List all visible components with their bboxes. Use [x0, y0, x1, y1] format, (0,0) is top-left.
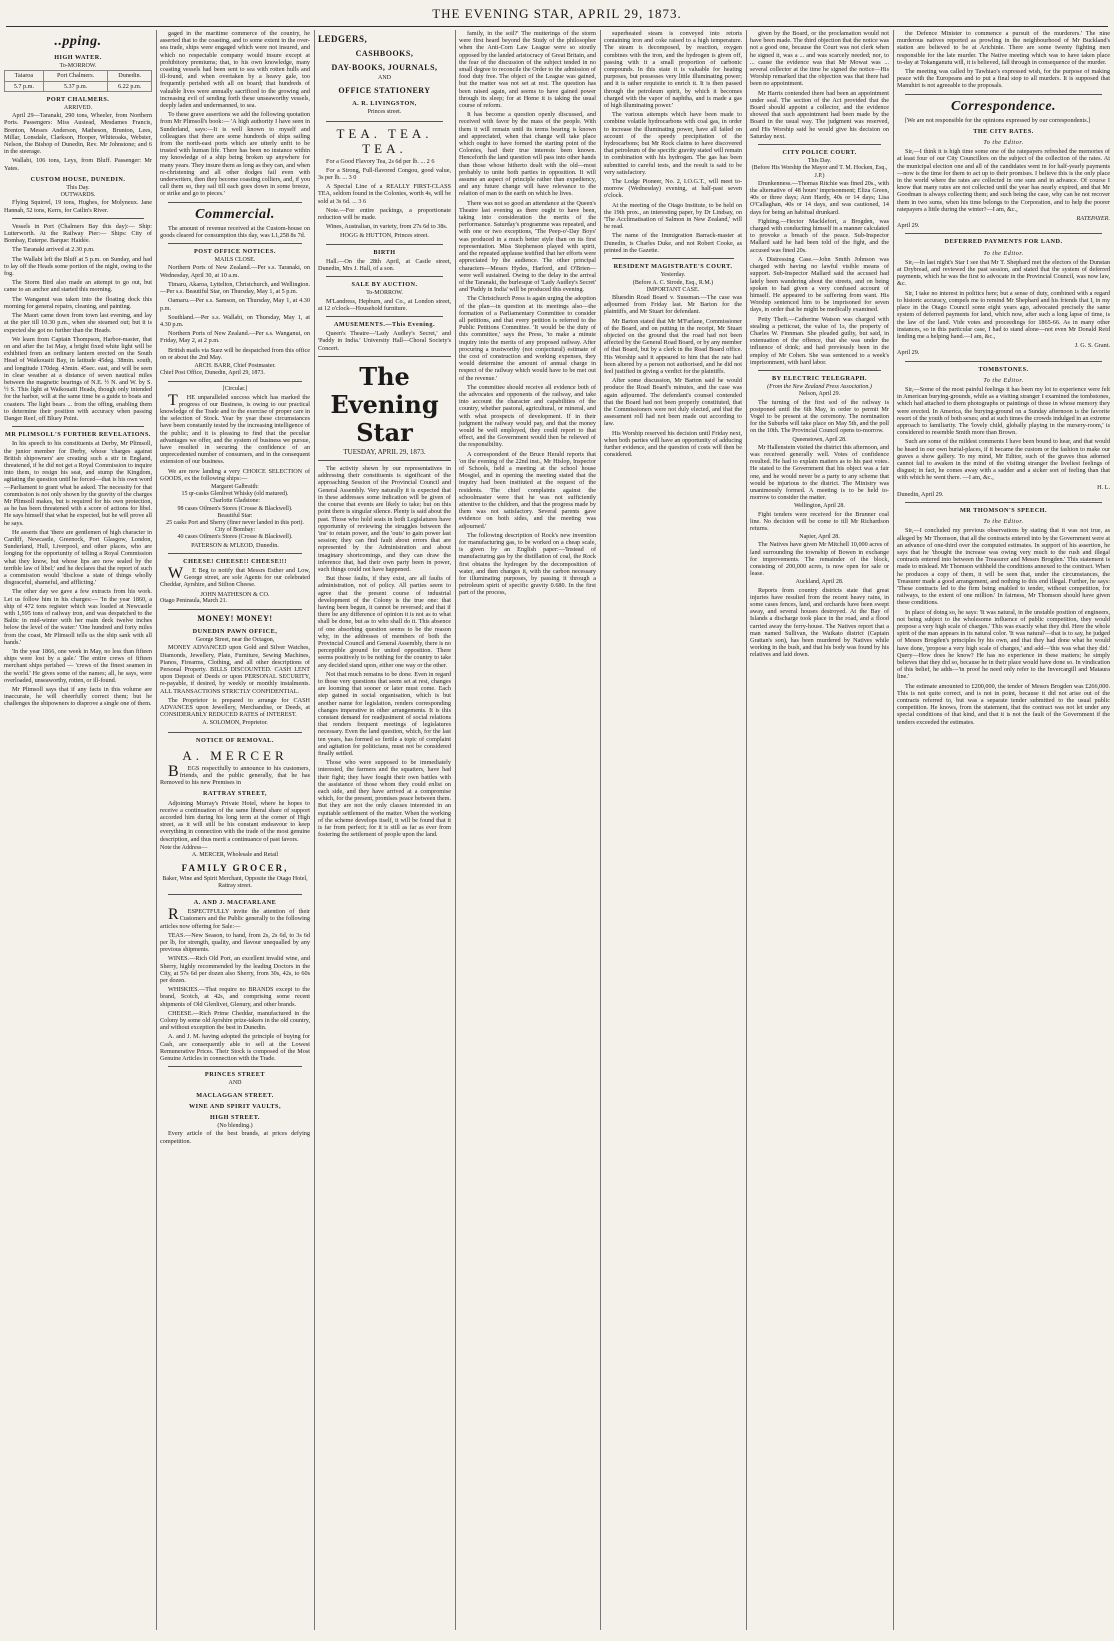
letter-paragraph: Sir,—I concluded my previous observations by stating that it was not true, as alleged by Mr Thomson, that all the contracts entered into by the Government were at an advance of one-third over the computed estimates. In support of his assertion, he says that he 'thought the increase was owing very much to the rush and illegal contracts entered into between the Treasurer and Messrs Brogden.' This statement is made to mislead. Mr Thomson withheld the conditions annexed to the contract. When he produces a copy of them, it will be seen that, under the circumstances, the Treasurer made a good arrangement, and nothing to this end illegal. Further, he says: 'These contracts led to the firm being enabled to tender, without competition, for railways, to the extent of one million.' In fairness, Mr Thomson should have given these conditions.: [897, 527, 1110, 607]
plimsoll-continued: gaged in the maritime commerce of the country, he asserted that to the coasting, and to some extent in the over-sea trade, ships were engaged which were not insured, and which no respectable company would insure except at prohibitory premiums; that, to his own knowledge, many coasting vessels had been sent to sea with rotten hulls and ill-found, and when overtaken by a heavy gale, too frequently perished with all on board; that hundreds of valuable lives were annually sacrificed to the growing and increasing evil of sending forth these unseaworthy vessels, deeply laden and undermanned, to sea.: [160, 30, 310, 110]
divider: [168, 894, 302, 895]
removal-heading: NOTICE OF REMOVAL.: [196, 736, 274, 744]
plimsoll-paragraph: He asserts that 'there are gentlemen of high character in Cardiff, Newcastle, Greenock, Port Glasgow, London, Sunderland, Hull, Liverpool, and other places, who are longing for the opportunity of telling a Royal Commission what they know, but whose lips are now sealed by the terrible law of libel;' and he declares that the report of such a commission would 'disclose a state of things wholly disgraceful, shameful, and afflicting.': [4, 528, 152, 587]
post-office-place: Chief Post Office, Dunedin, April 29, 1873.: [160, 370, 265, 377]
tide-heading: HIGH WATER.: [54, 54, 102, 61]
shipping-paragraph: The Taranaki arrived at 2.30 p.m.: [12, 246, 95, 254]
column-4: [459, 30, 596, 1630]
shipping-paragraph: We learn from Captain Thompson, Harbor-master, that on and after the 1st May, a bright fixed white light will be exhibited from an ordinary lantern erected on the South Head of Waikouaiti Bay, in latitude 45deg. 38min. south, and longitude 170deg. 43min. 45sec. east, and will be seen in clear weather at a distance of seven nautical miles between the magnetic bearings of N.E. ½ N. and W. by S. ½ S. This light at Waikouaiti Heads, though only intended for the harbor, will at the same time be a guide to boats and coasters. The light bears ... from the offing, enabling them to determine their position with accuracy when passing Danger Reef, off Bluey Point.: [4, 335, 152, 422]
plimsoll-heading: MR PLIMSOLL'S FURTHER REVELATIONS.: [5, 431, 151, 439]
letter-date: April 29.: [897, 349, 920, 357]
masthead-rule: [6, 26, 1108, 27]
cheese-place: Otago Peninsula, March 21.: [160, 597, 228, 604]
column-rule: [455, 30, 456, 1630]
telegraph-heading: BY ELECTRIC TELEGRAPH.: [771, 374, 868, 382]
divider: [326, 121, 443, 122]
telegraph-dateline: Napier, April 28.: [799, 534, 840, 541]
rm-paragraph: Mr Barton stated that Mr M'Farlane, Commissioner of the Board, and on putting in the receipt, Mr Stuart objected on the ground that the road had not been affected by the General Road Board, or by any member of that Board, but by a clerk in the Road Board office. His Worship said it appeared to him that the rate had been altered by a person not authorised, and he did not feel justified in giving a verdict for the plaintiffs.: [604, 317, 742, 375]
shipping-paragraph: Vessels in Port (Chalmers Bay this day):— Ship: Lutterworth. At the Railway Pier:— Ships: City of Bombay, Euterpe. Barque: Haidée.: [4, 222, 152, 245]
divider: [905, 361, 1102, 362]
letter-signature: J. G. S. Grant.: [1074, 342, 1110, 350]
shipping-paragraph: The Maori came down from town last evening, and lay at the pier till 10.30 p.m., when she steamed out; but it is expected she got no further than the Heads.: [4, 312, 152, 334]
telegraph-text: Mr Hallenstein visited the district this afternoon, and was received generally well. Votes of confidence resulted. He had to explain matters as to his past votes. He stated to the Government that his object was a fair one, and he would never be a party to any scheme that would be injurious to the district. The Ministry was unanimously formed. A meeting is to be held to-morrow to consider the matter.: [750, 443, 889, 502]
resident-magistrate-heading: RESIDENT MAGISTRATE'S COURT.: [613, 263, 733, 271]
plimsoll-paragraph: Mr Plimsoll says that if any facts in this volume are inaccurate, he will cheerfully correct them; but he challenges the shipowners to disprove a single one of them.: [4, 686, 152, 708]
cheese-signature: JOHN MATHESON & CO.: [200, 590, 270, 598]
city-before: (Before His Worship the Mayor and T. M. Hocken, Esq., J.P.): [751, 165, 888, 179]
telegraph-text: The Natives have given Mr Mitchell 10,000 acres of land surrounding the township of Bowen in exchange for improvements. The remainder of the block, consisting of 200,000 acres, is now open for sale or lease.: [750, 541, 889, 578]
macfarlane-item: CHEESE.—Rich Prime Cheddar, manufactured in the Colony by some old Ayrshire prize-takers in the old country, and without exception the best in Dunedin.: [160, 1009, 310, 1032]
mercer-note: Note the Address—: [160, 844, 208, 851]
mercer-signature: A. MERCER, Wholesale and Retail: [191, 852, 279, 859]
sale-heading: SALE BY AUCTION.: [351, 281, 418, 289]
macfarlane-text: RESPECTFULLY invite the attention of their Customers and the Public generally to the following articles now offering for Sale:—: [160, 906, 310, 930]
column-rule: [893, 30, 894, 1630]
sale-sub: To-MORROW.: [366, 290, 403, 297]
rm-paragraph: After some discussion, Mr Barton said he would produce the Road Board's minutes, and the case was again adjourned. The defendant's counsel contended that the Board had not been properly constituted, that the Commissioners were not duly elected, and that the assessment roll had not been made out according to law.: [604, 377, 742, 428]
letter-paragraph: In place of doing so, he says: 'It was natural, in the unstable position of engineers, not being subject to the wholesome influence of public competition, they would propose a very high scale of charges.' This was exactly what they did. Here the whole spirit of the man appears in its natural color. 'It was natural'—that is to say, he judged of Messrs Brogden's principles by his own, and that they had done what he would have done, 'propose a very high scale of charges,' and add—'this was what they did.' Query—How does he know? He has no experience in these matters; he simply believes that they did so, because he in their place would have done so. In vindication of this belief, he adds—'in proof he need only refer to the Invercargill and Mataura line.': [897, 608, 1110, 681]
letter-paragraph: Sir, I take no interest in politics here; but a sense of duty, combined with a regard to historic accuracy, compels me to remind Mr Shephard and his friends that I, in my place in the Otago Council some eight years ago, advocated precisely the same system of deferred payments for land, which now, after such a long lapse of time, is the law of the land. Vide votes and proceedings for 1865-66. As in many other instances, so in this particular case, I had to stand alone—not even Mr Donald Reid lending me a helping hand.—I am, &c.,: [897, 289, 1110, 340]
editorial-paragraph: But those faults, if they exist, are all faults of administration, not of policy. All parties seem to agree that the present course of industrial development of the Colony is the true one: that having been begun, it cannot be reversed; and that if there be any difference of opinion it is not as to what shall be done, but as to who shall do it. This absence of one absorbing question seems to be the reason why, in the addresses of members of both the Provincial Council and General Assembly, there is no perceptible ground for united opposition. There seems positively to be nothing for the country to take any decided stand upon, either one way or the other.: [318, 575, 451, 669]
letter-date: Dunedin, April 29.: [897, 490, 944, 498]
city-day: This Day.: [807, 158, 832, 165]
telegraph-continued: The meeting was called by Tawhiao's expressed wish, for the purpose of making peace with the Europeans and to put a final stop to all murders. It is supposed that Manuhiri is not agreeable to the proposals.: [897, 68, 1110, 90]
divider: [168, 609, 302, 610]
outwards-text: Flying Squirrel, 19 tons, Hughes, for Molyneux. Jane Hannah, 52 tons, Kerrs, for Catlin's River.: [4, 199, 152, 214]
macfarlane-item: WINES.—Rich Old Port, an excellent invalid wine, and Sherry, highly recommended by the leading Doctors in the City, at 57s 6d per dozen also Sherry, from 30s, 42s, to 60s per dozen.: [160, 955, 310, 984]
tide-col-header: Taiaroa: [5, 71, 44, 81]
circular-text: We are now landing a very CHOICE SELECTION of GOODS, ex the following ships:—: [160, 467, 310, 482]
birth-text: Hall.—On the 28th April, at Castle street, Dunedin, Mrs J. Hall, of a son.: [318, 257, 451, 273]
column-rule: [746, 30, 747, 1630]
telegraph-dateline: Wellington, April 28.: [794, 503, 845, 510]
divider: [168, 1066, 302, 1067]
deferred-payments-heading: DEFERRED PAYMENTS FOR LAND.: [944, 238, 1063, 246]
column-2: [160, 30, 310, 1630]
divider: [168, 553, 302, 554]
ledgers-line: CASHBOOKS,: [355, 49, 414, 58]
masthead: THE EVENING STAR, APRIL 29, 1873.: [432, 6, 682, 21]
arrived-label: ARRIVED.: [63, 105, 93, 112]
tide-value: 5.37 p.m.: [43, 81, 108, 91]
column-5: [604, 30, 742, 1630]
column-rule: [314, 30, 315, 1630]
ship-list-item: 98 cases Oilmen's Stores (Crosse & Blackwell).: [177, 505, 293, 512]
city-paragraph: Drunkenness.—Thomas Ritchie was fined 20s., with the alternative of 48 hours' imprisonment; Eliza Green, 40s or three days; Ann Hardy, 40s or 14 days; Lisa O'Callaghan, 40s or 14 days, and was cautioned, 14 days for being an habitual drunkard.: [750, 179, 889, 216]
column-1: [4, 30, 152, 1630]
commercial-heading: Commercial.: [195, 206, 275, 222]
news-paragraph: A correspondent of the Bruce Herald reports that 'on the evening of the 22nd inst., Mr Hislop, Inspector of Schools, held a meeting at the school house Mosgiel, and in opening the meeting stated that the inquiry had been instituted at the request of the residents. The chief complaints against the schoolmaster were that he was not sufficiently attentive to the children, and that the progress made by them was not satisfactory. Several parents gave evidence on both sides, and the meeting was adjourned.': [459, 450, 596, 530]
news-paragraph: At the meeting of the Otago Institute, to be held on the 19th prox., an interesting paper, by Dr Lindsay, on 'The Acclimatisation of Salmon in New Zealand,' will be read.: [604, 201, 742, 231]
sale-text: M'Landress, Hepburn, and Co., at London street, at 12 o'clock—Household furniture.: [318, 297, 451, 312]
mail-notice: British mails via Suez will be despatched from this office on or about the 2nd May.: [160, 346, 310, 361]
correspondence-heading: Correspondence.: [950, 98, 1057, 114]
ledgers-line: AND: [378, 75, 391, 81]
ship-list-item: Margaret Galbraith:: [211, 483, 259, 490]
letter-paragraph: Sir,—Some of the most painful feelings it has been my lot to experience were felt in American burying-grounds, while as a visiting stranger I examined the tombstones, which had attached to them photographs or paintings of those in whose memory they were erected. In America, the burying-ground on a Sunday afternoon is the favorite resort of the youth of both sexes; and at such times the crowds indulged in an extreme approach to familiarity. The 'lovely child, globally playing in the nursery-room,' is considered to resemble Smith more than Brown.: [897, 385, 1110, 437]
letter-paragraph: The estimate amounted to £200,000, the tender of Messrs Brogden was £266,000. This is not quite correct, and is not in point, because it did not arise out of the contracts referred to, but was a separate tender submitted to the usual public competition. He knows, from the statement, that the contract was not let under any special conditions of that kind, and that it is not the fault of the Government if the tenders exceeded the estimates.: [897, 682, 1110, 726]
news-paragraph: The various attempts which have been made to combine volatile hydrocarbons with coal gas, in order to increase the illuminating power, have all failed on account of the speedy precipitation of the hydrocarbons; but Mr Rock claims to have discovered that petroleum of the specific gravity stated will remain in combination with his hydrogen. The gas has been submitted to careful tests, and the result is said to be very satisfactory.: [604, 111, 742, 176]
column-7: [897, 30, 1110, 1630]
post-signature: ARCH. BARR, Chief Postmaster.: [194, 362, 276, 369]
column-3: [318, 30, 451, 1630]
mail-notice: Timaru, Akaroa, Lyttelton, Christchurch, and Wellington.—Per s.s. Beautiful Star, on Thursday, May 1, at 5 p.m.: [160, 280, 310, 296]
livingston-address: Princes street.: [367, 109, 402, 116]
wine-text: Every article of the best brands, at prices defying competition.: [160, 1130, 310, 1145]
arrived-text: Wallabi, 106 tons, Leys, from Bluff. Passenger: Mr Yates.: [4, 157, 152, 172]
mails-close-label: MAILS CLOSE.: [214, 257, 256, 264]
tea-line: For a Strong, Full-flavored Congou, good value, 3s per lb. ... 3 0: [318, 166, 451, 182]
divider: [12, 426, 144, 427]
ledgers-line: DAY-BOOKS, JOURNALS,: [331, 63, 438, 72]
mail-notice: Southland.—Per s.s. Wallabi, on Thursday, May 1, at 4.30 p.m.: [160, 313, 310, 328]
divider: [168, 243, 302, 244]
ship-list-item: City of Bombay:: [214, 527, 256, 534]
outwards-label: OUTWARDS.: [60, 192, 96, 199]
correspondence-note: [We are not responsible for the opinions expressed by our correspondents.]: [905, 116, 1091, 124]
rm-continued: given by the Board, or the proclamation would not have been made. The third objection that the notice was not a good one, because the Court was not clerk when he signed it, was a ... and was scarcely needed; nor, to ... cause the evidence was that Mr Mowat was ... several collector at the time he signed the notice—His Worship remarked that the objection was that there had been no appointment.: [750, 30, 889, 88]
family-grocer-sub: Baker, Wine and Spirit Merchant, Opposite the Otago Hotel, Rattray street.: [162, 875, 308, 889]
rattray-heading: RATTRAY STREET,: [203, 790, 267, 798]
news-paragraph: The Christchurch Press is again urging the adoption of the plan—in question at its meetings also—the formation of a Parliamentary Committee to consider all petitions, and that every petition is referred to the Public Petitions Committee. 'It would be the duty of this committee,' says the Press, 'to make a minute inquiry into the merits of any proposed railway. After procuring a trustworthy (not conjectural) estimate of the cost of construction and working expenses, they would determine the amount of annual charge in respect of the railway which would have to be met out of the revenue.': [459, 295, 596, 382]
tide-col-header: Port Chalmers.: [43, 71, 108, 81]
macfarlane-item: TEAS.—New Season, to hand, from 2s, 2s 6d, to 3s 6d per lb, for strength, quality, and flavour unequalled by any previous shipments.: [160, 931, 310, 954]
arrived-text: April 29—Taranaki, 290 tons, Wheeler, from Northern Ports. Passengers: Miss Austead, Mesdames Francis, Brenton, Messrs Anderson, Matheson, Brunton, Lees, Millar, Lonsdale, Clarkson, Hooper, Whiteoaks, Webster, Nelson, the Bishop of Dunedin, Rev. Mr Johnstone; and 6 in the steerage.: [4, 112, 152, 156]
editorial-date: TUESDAY, APRIL 29, 1873.: [343, 447, 426, 456]
telegraph-text: Reports from country districts state that great injuries have resulted from the recent heavy rains, in some cases fences, land, and orchards have been swept away, and several houses destroyed. At the Bay of Islands a discharge took place in the road, and a flood carried away the ferry-house. The Natives report that a man named Sullivan, the Waikato district (Captain Grattan's son), has been murdered by Natives while working in the bush, and that his body was found by his relatives and laid down.: [750, 586, 889, 659]
telegraph-continued: the Defence Minister to commence a pursuit of the murderers.' The nine murderous natives reported as prowling in the neighbourhood of Mr Buckland's station are believed to be at Arichinie. There are some twenty fighting men responsible for the late murder. The Native meeting which was to have taken place to-day at Tokanganutu will, it is believed, fall through in consequence of the murder.: [897, 30, 1110, 66]
thomson-speech-heading: MR THOMSON'S SPEECH.: [959, 506, 1048, 514]
rm-case-label: IMPORTANT CASE.: [646, 286, 700, 293]
pawn-text: The Proprietor is prepared to arrange for CASH ADVANCES upon Jewellery, Merchandise, or Deeds, at CONSIDERABLY REDUCED RATES of INTEREST.: [160, 696, 310, 719]
pawn-text: MONEY ADVANCED upon Gold and Silver Watches, Diamonds, Jewellery, Plate, Furniture, Sewing Machines, Pianos, Firearms, Clothing, and all other descriptions of Personal Property. BILLS DISCOUNTED. CASH LENT upon Deposit of Deeds or upon PERSONAL SECURITY, re-payable, if desired, by weekly or monthly instalments. ALL TRANSACTIONS STRICTLY CONFIDENTIAL.: [160, 644, 310, 695]
editorial-paragraph: Not that much remains to be done. Even in regard to those very questions that seem set at rest, changes are looming that sooner or later must come. Each step gained in social organisation, which is but another name for legislation, renders corresponding changes imperative in other arrangements. It is this constant demand for readjustment of social relations that renders frequent meetings of legislatures necessary. Even the land question, which, for the last ten years, has formed so fertile a topic of complaint and agitation for politicians, must not be considered finally settled.: [318, 670, 451, 757]
tea-line: Note.—For entire packings, a proportionate reduction will be made.: [318, 206, 451, 222]
tea-line: A Special Line of a REALLY FIRST-CLASS TEA, seldom found in the Colonies, worth 4s, will be sold at 3s 6d. ... 3 6: [318, 183, 451, 205]
divider: [758, 144, 881, 145]
editorial-continued: family, in the soil?' The mutterings of the storm were first heard beyond the Study of the philosopher when the Anti-Corn Law League were so stoutly opposed by the landed aristocracy of Great Britain, and the fear of the discussion of the subject tended in no small degree to reconcile the Order to the admission of food duty free. The object of the League was gained, but the matter was not set at rest. The question has been raised again, and seems to have gained power through its sleep; for at Home it is taking the usual course of reform.: [459, 30, 596, 110]
plimsoll-continued: To these grave assertions we add the following quotation from Mr Plimsoll's book:— 'A high authority I have seen in Sunderland, says:—It is well known to myself and colleagues that there are some hundreds of ships sailing from the north-east ports which are utterly unfit to be trusted with human life. There has been no instance within my knowledge of a ship being broken up anywhere for many years. They insure them as long as they can, and when re-christening and all other dodges fail even with underwriters, then they become coasting colliers, and, if you call them so, they sail till each goes down in some breeze, or strike and go to pieces.': [160, 111, 310, 198]
macfarlane-heading: A. AND J. MACFARLANE: [193, 898, 277, 906]
maclaggan-heading: MACLAGGAN STREET.: [196, 1091, 274, 1099]
news-paragraph: The following description of Rock's new invention for manufacturing gas, to be worked on a cheap scale, is given by an English paper:—'Instead of manufacturing gas by the distillation of coal, the Rock first obtains the hydrogen by the decomposition of water, and then changes it, with the carbon necessary for illuminating purposes, by passing it through a petroleum spirit of specific gravity 0.680. In the first part of the process,: [459, 531, 596, 597]
hogg-hutton-signature: HOGG & HUTTON, Princes street.: [340, 232, 429, 240]
high-street-heading: HIGH STREET.: [210, 1113, 260, 1121]
telegraph-dateline: Queenstown, April 28.: [792, 436, 847, 443]
and-label: AND: [228, 1080, 242, 1087]
tide-table: [4, 70, 152, 91]
to-editor-label: To the Editor.: [983, 518, 1024, 526]
city-police-heading: CITY POLICE COURT.: [782, 149, 857, 157]
tide-value: 6.22 p.m.: [108, 81, 152, 91]
divider: [905, 233, 1102, 234]
divider: [326, 276, 443, 277]
column-rule: [600, 30, 601, 1630]
divider: [758, 370, 881, 371]
rm-day: Yesterday.: [660, 272, 686, 279]
tea-heading: TEA. TEA. TEA.: [336, 125, 433, 156]
customs-heading: CUSTOM HOUSE, DUNEDIN.: [30, 175, 126, 183]
shipping-heading: ..pping.: [54, 34, 102, 49]
tide-col-header: Dunedin.: [108, 71, 152, 81]
divider: [168, 202, 302, 203]
macfarlane-text: A. and J. M. having adopted the principle of buying for Cash, are consequently able to sell at the Lowest Remunerative Prices. Their Stock is composed of the Most Genuine Articles in connection with the Trade.: [160, 1033, 310, 1062]
telegraph-text: The turning of the first sod of the railway is postponed until the 6th May, in order to permit Mr Vogel to be present at the ceremony. The nomination for the Suburbs will take place on May 5th, and the poll on the 10th. The Provincial Council opens to-morrow.: [750, 398, 889, 435]
ship-list-item: 25 casks Port and Sherry (finer never landed in this port).: [166, 519, 304, 526]
plimsoll-paragraph: The other day we gave a few extracts from his work. Let us follow him in his charges:— 'In the year 1860, a ship of 472 tons register which was loaded at Newcastle with 1,595 tons of railway iron, and was despatched to the Baltic in mid-winter with her main deck twelve inches below the level of the water:' 'One hundred and forty miles from the coast, Mr Plimsoll tells us the ship sank with all hands.': [4, 588, 152, 646]
paterson-signature: PATERSON & M'LEOD, Dunedin.: [191, 541, 279, 549]
customs-day: This Day.: [66, 185, 90, 192]
to-editor-label: To the Editor.: [983, 139, 1024, 147]
plimsoll-paragraph: In his speech to his constituents at Derby, Mr Plimsoll, the junior member for Derby, whose 'charges against British shipowners' are creating such a stir in England, threatened, if he did not get a Royal Commission to inquire into them, to resign his seat, and stump the Kingdom, agitating the question until he forced—that is his own word—Parliament to grant what he asked. The necessity for that commission is not only shown by the gravity of the charges Mr Plimsoll makes, but is required for his own protection, as he has been threatened with a score of actions for libel. He says himself that what he expected, but he will prove all he says.: [4, 440, 152, 527]
birth-heading: BIRTH: [373, 248, 396, 256]
divider: [326, 316, 443, 317]
circular-heading: [Circular.]: [222, 386, 248, 393]
tea-line: Wines, Australian, in variety, from 27s 6d to 38s.: [326, 223, 448, 231]
tide-sub: To-MORROW.: [59, 63, 97, 70]
letter-paragraph: Sir,—In last night's Star I see that Mr T. Shephard met the electors of the Dunstan at Drybread, and reviewed the past session, and stated that the system of deferred payments, which he was the first to advocate in the Provincial Council, was now law, &c.: [897, 258, 1110, 288]
column-rule: [156, 30, 157, 1630]
divider: [612, 258, 734, 259]
rm-paragraph: His Worship reserved his decision until Friday next, when both parties will have an opportunity of adducing further evidence, and the question of costs will then be considered.: [604, 429, 742, 459]
column-6: [750, 30, 889, 1630]
telegraph-source: (From the New Zealand Press Association.): [767, 384, 872, 391]
post-office-heading: POST OFFICE NOTICES.: [194, 248, 276, 256]
letter-paragraph: Such are some of the mildest comments I have been bound to hear, and that would be heard in our own burial-places, if it became the custom or the fashion to make our graves a show gallery. To my mind, Mr Editor, such of the graves thus adorned cannot fail to awaken in the mind of the visiting stranger the liveliest feelings of disgust; in fact, he comes away with a sadder and a sicker sort of feeling than that with which he went there. —I am, &c.,: [897, 438, 1110, 482]
mail-notice: Oamaru.—Per s.s. Samson, on Thursday, May 1, at 4.30 p.m.: [160, 297, 310, 312]
wine-vaults-heading: WINE AND SPIRIT VAULTS,: [188, 1102, 282, 1110]
amusements-heading: AMUSEMENTS.—This Evening.: [333, 321, 436, 329]
divider: [12, 218, 144, 219]
news-paragraph: The Lodge Pioneer, No. 2, I.O.G.T., will meet to-morrow (Wednesday) evening, at half-past seven o'clock.: [604, 178, 742, 200]
pawn-signature: A. SOLOMON, Proprietor.: [202, 720, 268, 727]
cheese-heading: CHEESE! CHEESE!! CHEESE!!!: [183, 557, 287, 565]
macfarlane-item: WHISKIES.—That require no BRANDS except to the brand, Scotch, at 42s, and comprising some recent shipments of Old Glenlivet, Glenury, and other brands.: [160, 986, 310, 1008]
divider: [168, 732, 302, 733]
port-heading: PORT CHALMERS.: [46, 95, 110, 103]
circular-text: THE unparalleled success which has marked the progress of our Business, is owing to our practical knowledge of the Trade and to the exercise of proper care in the selection of Stock. Year by year these circumstances have been constantly tested by the increasing intelligence of the public; and it is pleasing to find that the peculiar advantages we offer, and the system of business we pursue, have resulted in securing the confidence of an unprecedented number of consumers, and in the consequent extension of our business.: [160, 391, 310, 466]
divider: [168, 381, 302, 382]
to-editor-label: To the Editor.: [983, 376, 1024, 384]
divider: [318, 460, 451, 461]
livingston-name: A. R. LIVINGSTON,: [352, 100, 417, 108]
ship-list-item: 15 qr-casks Glenlivet Whisky (old matured).: [181, 491, 289, 498]
princes-street-heading: PRINCES STREET: [204, 1071, 266, 1079]
editorial-paragraph: Those who were supposed to be immediately interested, the farmers and the squatters, have had their fight; they have fought their own battles with the assistance of those whom they could enlist on each side, and they have arrived at a compromise which, for the present, promises peace between them. But they are not the only classes interested in an equitable settlement of the matter. When the working of the scheme develops itself, it will be found that it is far from perfect; for it is still as far as ever from fostering the settlement of people upon the land.: [318, 759, 451, 839]
plimsoll-paragraph: 'In the year 1866, one week in May, no less than fifteen ships were lost by a gale.' The entire crews of fifteen merchant ships perished — 'crews of the finest seamen in the world.' He gives some of the names; all, he says, were overloaded, unseaworthy, rotten, or ill-found.: [4, 648, 152, 684]
letter-date: April 29.: [897, 222, 920, 230]
amusements-text: Queen's Theatre—'Lady Audley's Secret,' and 'Paddy in India.' University Hall—Choral Society's Concert.: [318, 330, 451, 352]
shipping-paragraph: The Storm Bird also made an attempt to go out, but came to an anchor and started this morning.: [4, 279, 152, 294]
rm-before: (Before A. C. Strode, Esq., R.M.): [632, 279, 714, 286]
telegraph-text: Fight tenders were received for the Brunner coal line. No decision will be come to till Mr Richardson returns.: [750, 510, 889, 532]
tombstones-heading: TOMBSTONES.: [978, 365, 1029, 373]
ship-list-item: 40 cases Oilmen's Stores (Crosse & Blackwell).: [177, 534, 293, 541]
shipping-paragraph: The Wallabi left the Bluff at 5 p.m. on Sunday, and had to lay off the Heads some portion of the night, owing to the fog.: [4, 255, 152, 278]
tea-line: For a Good Flavory Tea, 2s 6d per lb. ... 2 6: [326, 157, 435, 165]
telegraph-dateline: Auckland, April 28.: [795, 579, 844, 586]
mercer-heading: A. MERCER: [182, 747, 288, 763]
editorial-title: The Evening Star: [330, 361, 439, 447]
letter-paragraph: Sir,—I think it is high time some one of the ratepayers refreshed the memories of at least four of our City Councillors on the subject of the collection of the rates. At the municipal election one and all of the candidates went in for half-yearly payments —now is the time for them to act up to their promises. I believe this is the only place in the world where the rates are collected in one sum and in advance. Of course I know that many rates are not collected until the year has nearly expired, and that Mr Goodman is always collecting them; and such being the case, why can he not recover them in two sums, when his time belongs to the Corporation, and to help the poorer ratepayers a little during the winter?—I am, &c.,: [897, 148, 1110, 213]
rm-continued: Mr Harris contended there had been an appointment under seal. The section of the Act provided that the Board should appoint a collector, and the evidence showed that such appointment had been made by the Board in the usual way. The judgment was reserved, and His Worship said he would give his decision on Saturday next.: [750, 89, 889, 140]
money-heading: MONEY! MONEY!: [197, 614, 273, 624]
divider: [905, 94, 1102, 95]
city-rates-heading: THE CITY RATES.: [973, 127, 1034, 135]
ship-list-item: Charlotte Gladstone:: [210, 498, 260, 505]
family-grocer-heading: FAMILY GROCER,: [181, 863, 289, 874]
mail-notice: Northern Ports of New Zealand.—Per s.s. Wanganui, on Friday, May 2, at 2 p.m.: [160, 330, 310, 345]
shipping-paragraph: The Wanganui was taken into the floating dock this morning for general repairs, cleaning, and painting.: [4, 295, 152, 310]
city-paragraph: Fighting.—Hector Macklefort, a Brogden, was charged with conducting himself in a manner calculated to provoke a breach of the peace. Sub-Inspector Mallard said he had been told of the fight, and the accused was fined 20s.: [750, 217, 889, 254]
tide-value: 5.7 p.m.: [5, 81, 44, 91]
letter-signature: H. L.: [1097, 483, 1110, 491]
cheese-text: WE Beg to notify that Messrs Esther and Low, George street, are sole Agents for our celebrated Cheddar, Ayrshire, and Stilton Cheese.: [160, 565, 310, 589]
mercer-text: BEGS respectfully to announce to his customers, friends, and the public generally, that he has Removed to his new Premises in: [160, 762, 310, 787]
no-blending-label: (No blending.): [217, 1123, 253, 1130]
news-paragraph: There was not so good an attendance at the Queen's Theatre last evening as there ought to have been, taking into consideration the merits of the performance. Saturday's programme was repeated, and with one or two exceptions, 'The Peep-o'-Day Boys' was produced in a much better style than on its first representation. Miss Stephenson played with spirit, and the repeated applause testified that her efforts were appreciated by the audience. The other principal characters—Messrs Hydes, Harford, and O'Brien—were well sustained. Owing to the delay in the arrival of the Taranaki, the burlesque of 'Lady Audley's Secret' and 'Paddy in India' will be produced this evening.: [459, 199, 596, 294]
rm-paragraph: Bluesdin Road Board v. Sussman.—The case was adjourned from Friday last. Mr Barton for the plaintiffs, and Mr Stuart for defendant.: [604, 293, 742, 316]
divider: [318, 356, 451, 357]
pawn-heading: DUNEDIN PAWN OFFICE,: [192, 628, 278, 636]
news-paragraph: superheated steam is conveyed into retorts containing iron and coke raised to a high temperature. The steam is decomposed, by reaction, oxygen combines with the iron, and the hydrogen is given off, passing with it a small proportion of carbonic compounds. In this state it is valuable for heating purposes, but possesses very little illuminating power; and it is rather requisite to enrich it. It is then passed through the petroleum spirit, by which it becomes charged with the vapor of naphtha, and is made a gas of high illuminating power.': [604, 30, 742, 110]
news-paragraph: The name of the Immigration Barrack-master at Dunedin, is Charles Duke, and not Robert Cooke, as printed in the Gazette.: [604, 232, 742, 254]
divider: [326, 244, 443, 245]
divider: [905, 502, 1102, 503]
ledgers-line: OFFICE STATIONERY: [338, 86, 431, 96]
ledgers-line: LEDGERS,: [318, 34, 368, 44]
commercial-text: The amount of revenue received at the Custom-house on goods cleared for consumption this day, was L1,258 8s 7d.: [160, 224, 310, 239]
mail-notice: Northern Ports of New Zealand.—Per s.s. Taranaki, on Wednesday, April 30, at 10 a.m.: [160, 264, 310, 279]
ship-list-item: Beautiful Star:: [217, 512, 253, 519]
pawn-address: George Street, near the Octagon,: [195, 637, 275, 644]
editorial-continued: It has become a question openly discussed, and received with favor by the mass of the people. With them it will remain until its terms bearing is known and appreciated, when that change will take place which ought to have formed the starting point of the Colonies, had their true interests been known. Henceforth the land question will pass into other hands than those whose hitherto dealt with the old—most probably to unite both parties in opposition. It will assume an aspect of principle rather than expediency, and any future change will have relevance to the relation of man to the earth on which he lives.: [459, 111, 596, 198]
editorial-paragraph: The activity shewn by our representatives in addressing their constituents is significant of the approaching Session of the Provincial Council and General Assembly. Very naturally it is expected that in these addresses some indication will be given of the course that events are likely to take; but on this point there is singular silence. Plenty is said about the past. Those who hold seats in both Legislatures have opportunity of reviewing the struggles between the 'ins' to retain power, and the 'outs' to gain power last session; they can find fault about errors that are represented by the Administration and about imaginary shortcomings, and they can draw the inference that, had their own party been in power, such things could not have happened.: [318, 465, 451, 573]
telegraph-dateline: Nelson, April 29.: [798, 391, 841, 398]
rattray-text: Adjoining Murray's Private Hotel, where he hopes to receive a continuation of the same liberal share of support accorded him during his long term at the corner of High street, as it will still be his constant endeavour to keep everything in connection with the trade of the most genuine description, and thus merit a continuance of past favors.: [160, 799, 310, 843]
letter-signature: RATEPAYER.: [1076, 215, 1110, 223]
to-editor-label: To the Editor.: [983, 249, 1024, 257]
city-paragraph: Petty Theft.—Catherine Watson was charged with stealing a petticoat, the value of 1s, the property of Charles W. Finnman. She pleaded guilty, but said, in extenuation of the offence, that she was under the influence of drink; and had previously been in the employ of Mr Cohen. She was sentenced to a week's imprisonment, with hard labor.: [750, 315, 889, 366]
city-paragraph: A Distressing Case.—John Smith Johnson was charged with having no lawful visible means of support. Sub-Inspector Mallard said the accused had lately been wandering about the streets, and on being spoken to had given a very confused account of himself. He appeared to be suffering from want. His Worship sentenced him to be imprisoned for seven days, in order that he might be medically examined.: [750, 255, 889, 314]
news-paragraph: The committee should receive all evidence both of the advocates and opponents of the railway, and take into account the character and capabilities of the country, whether pastoral, agricultural, or mineral, and with what prospects of development. If in their judgment the railway would pay, and that the money would be well employed, they could report to that effect, and the Government would then be relieved of the responsibility.: [459, 383, 596, 449]
